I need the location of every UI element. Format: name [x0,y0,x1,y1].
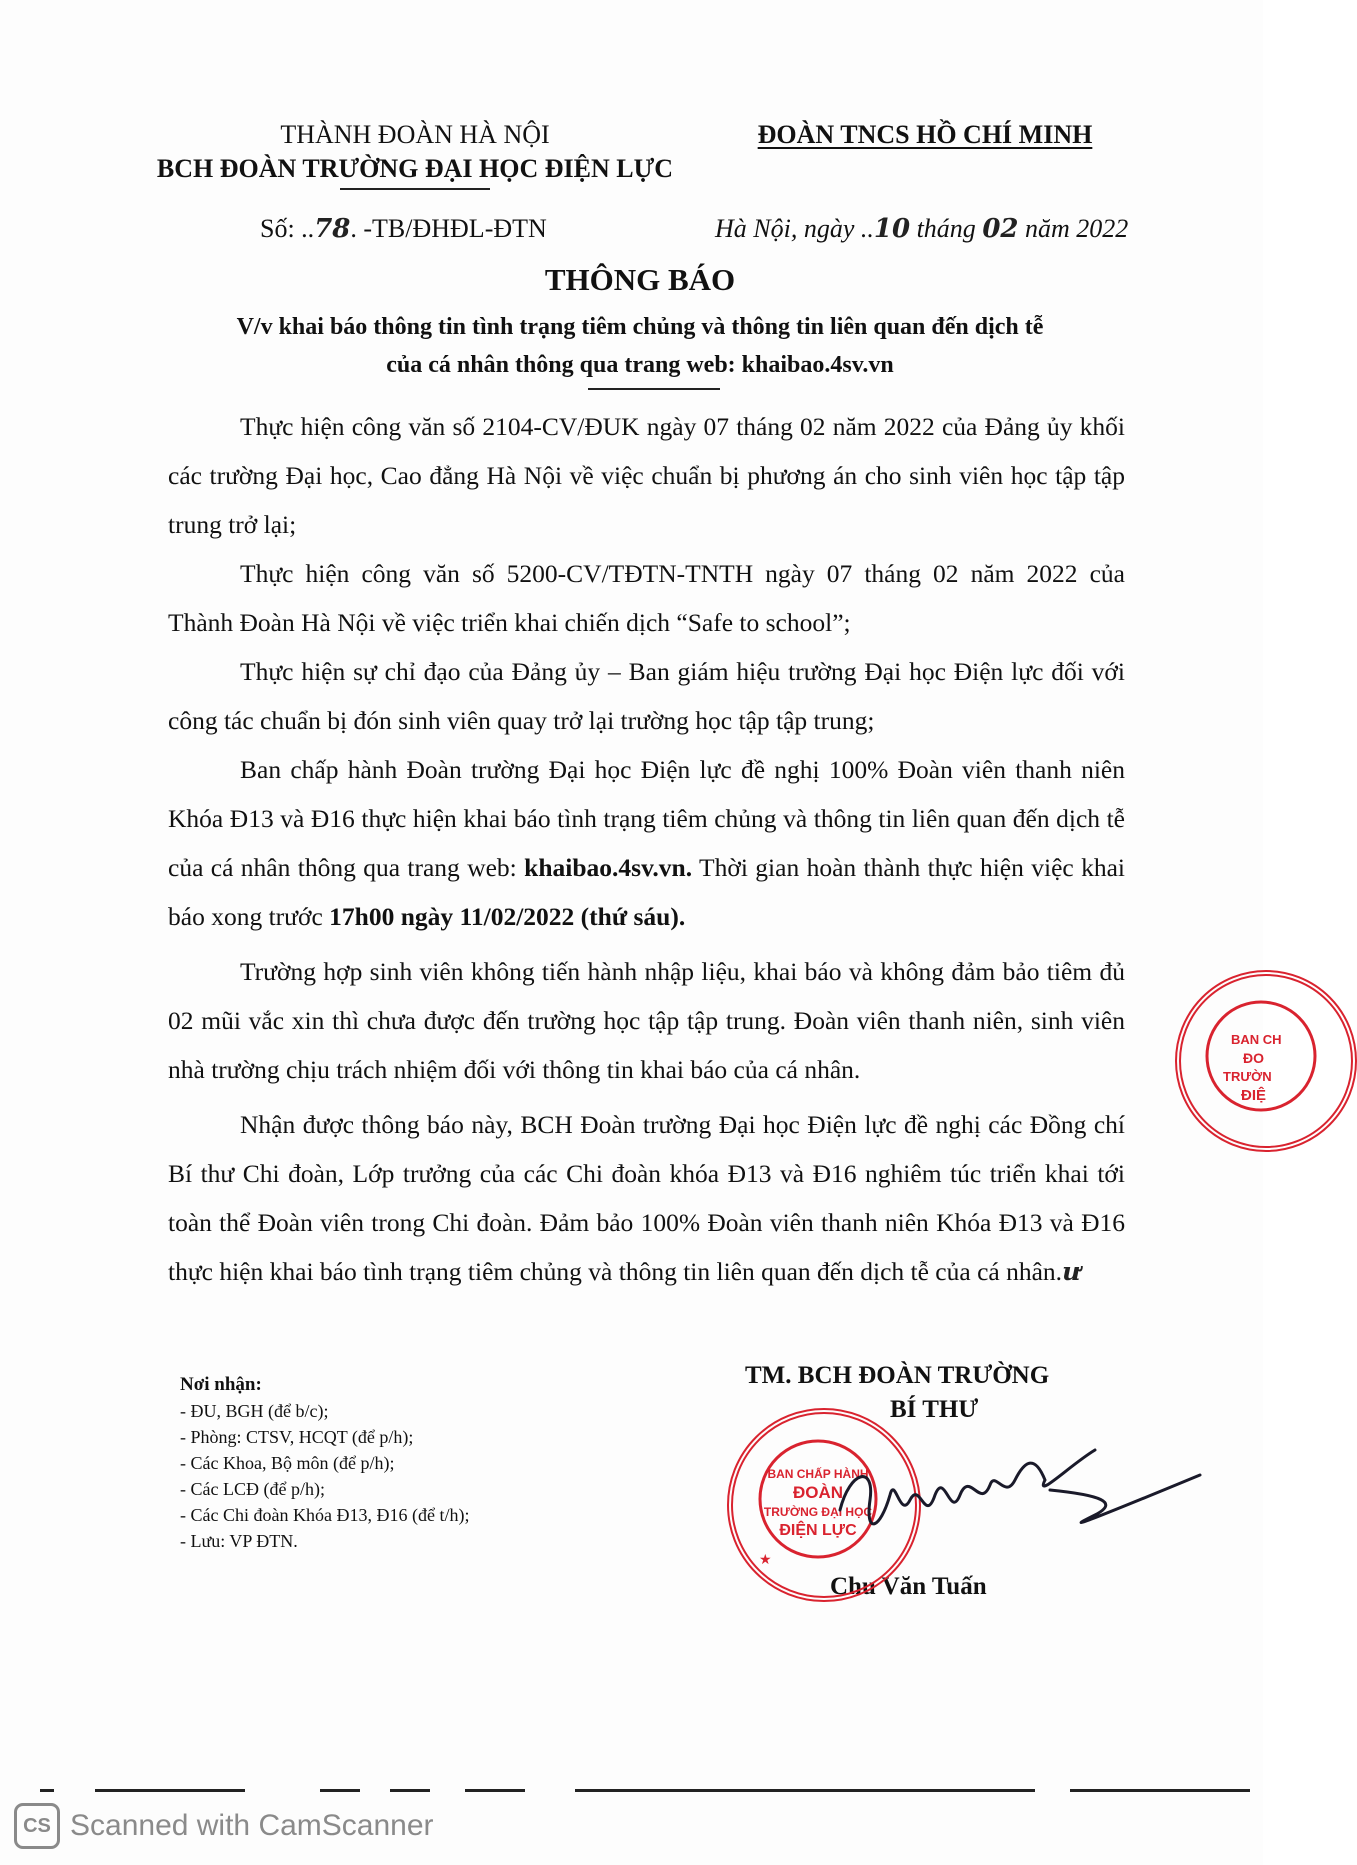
school-youth-union: BCH ĐOÀN TRƯỜNG ĐẠI HỌC ĐIỆN LỰC [156,154,674,183]
document-body [168,402,1125,1297]
camscanner-label: Scanned with CamScanner [70,1809,434,1842]
svg-text:ĐO: ĐO [1243,1050,1264,1066]
svg-text:TRƯỜN: TRƯỜN [1223,1069,1272,1084]
footer-divider [95,1789,245,1792]
signature-role: BÍ THƯ [890,1396,979,1423]
seal-fragment [1175,970,1357,1152]
recipient-item: - Lưu: VP ĐTN. [180,1531,298,1551]
footer-divider [40,1789,54,1792]
document-number: Số: ..78. -TB/ĐHĐL-ĐTN [260,214,547,244]
camscanner-watermark [14,1803,434,1849]
svg-text:BAN CH: BAN CH [1231,1032,1282,1047]
document-title: THÔNG BÁO [544,262,736,297]
footer-divider [320,1789,360,1792]
city-youth-union: THÀNH ĐOÀN HÀ NỘI [280,120,550,149]
recipients-list [180,1372,469,1554]
title-divider [588,388,720,390]
document-subject: V/v khai báo thông tin tình trạng tiêm chủng và thông tin liên quan đến dịch tễ của cá nhân thông qua trang web: khaibao.4sv.vn [236,314,1044,378]
paragraph: Nhận được thông báo này, BCH Đoàn trường Đại học Điện lực đề nghị các Đồng chí Bí thư Chi đoàn, Lớp trưởng của các Chi đoàn khóa Đ13 và Đ16 nghiêm túc triển khai tới toàn thể Đoàn viên trong Chi đoàn. Đảm bảo 100% Đoàn viên thanh niên Khóa Đ13 và Đ16 thực hiện khai báo tình trạng tiêm chủng và thông tin liên quan đến dịch tễ của cá nhân.ư [168,1110,1125,1287]
recipient-item: - Các Chi đoàn Khóa Đ13, Đ16 (để t/h); [180,1505,470,1525]
footer-divider [575,1789,1035,1792]
svg-text:TRƯỜNG ĐẠI HỌC: TRƯỜNG ĐẠI HỌC [763,1505,873,1519]
paragraph: Thực hiện sự chỉ đạo của Đảng ủy – Ban giám hiệu trường Đại học Điện lực đối với công tác chuẩn bị đón sinh viên quay trở lại trường học tập tập trung; [168,657,1125,735]
handwritten-signature [820,1440,1220,1570]
recipient-item: - Phòng: CTSV, HCQT (để p/h); [180,1427,414,1447]
svg-text:ĐIỆN LỰC: ĐIỆN LỰC [779,1522,857,1539]
svg-text:BAN CHẤP HÀNH: BAN CHẤP HÀNH [767,1467,869,1481]
issuer-block [140,118,690,190]
recipient-item: - Các LCĐ (để p/h); [180,1479,325,1499]
svg-text:ĐIỆ: ĐIỆ [1241,1087,1267,1104]
seal-fragment-graphic [1181,976,1351,1146]
footer-divider [1070,1789,1250,1792]
footer-divider [465,1789,525,1792]
paragraph: Thực hiện công văn số 2104-CV/ĐUK ngày 07 tháng 02 năm 2022 của Đảng ủy khối các trường Đại học, Cao đẳng Hà Nội về việc chuẩn bị phương án cho sinh viên học tập tập trung trở lại; [168,412,1125,539]
document-date: Hà Nội, ngày ..10 tháng 02 năm 2022 [715,214,1129,244]
camscanner-logo-icon: CS [14,1803,60,1849]
organization-name: ĐOÀN TNCS HỒ CHÍ MINH [757,120,1093,149]
svg-text:ĐOÀN: ĐOÀN [792,1483,844,1502]
header-divider [340,188,490,190]
recipient-item: - Các Khoa, Bộ môn (để p/h); [180,1453,395,1473]
paragraph: Ban chấp hành Đoàn trường Đại học Điện lực đề nghị 100% Đoàn viên thanh niên Khóa Đ13 và Đ16 thực hiện khai báo tình trạng tiêm chủng và thông tin liên quan đến dịch tễ của cá nhân thông qua trang web: khaibao.4sv.vn. Thời gian hoàn thành thực hiện việc khai báo xong trước 17h00 ngày 11/02/2022 (thứ sáu). [168,755,1125,931]
svg-text:★: ★ [759,1551,772,1567]
paragraph: Trường hợp sinh viên không tiến hành nhập liệu, khai báo và không đảm bảo tiêm đủ 02 mũi vắc xin thì chưa được đến trường học tập tập trung. Đoàn viên thanh niên, sinh viên nhà trường chịu trách nhiệm đối với thông tin khai báo của cá nhân. [168,957,1125,1084]
paragraph: Thực hiện công văn số 5200-CV/TĐTN-TNTH ngày 07 tháng 02 năm 2022 của Thành Đoàn Hà Nội về việc triển khai chiến dịch “Safe to school”; [168,559,1125,637]
signature-title: TM. BCH ĐOÀN TRƯỜNG [745,1362,1050,1389]
recipients-title: Nơi nhận: [180,1374,262,1395]
footer-divider [390,1789,430,1792]
signer-name: Chu Văn Tuấn [830,1573,987,1600]
recipient-item: - ĐU, BGH (để b/c); [180,1401,329,1421]
